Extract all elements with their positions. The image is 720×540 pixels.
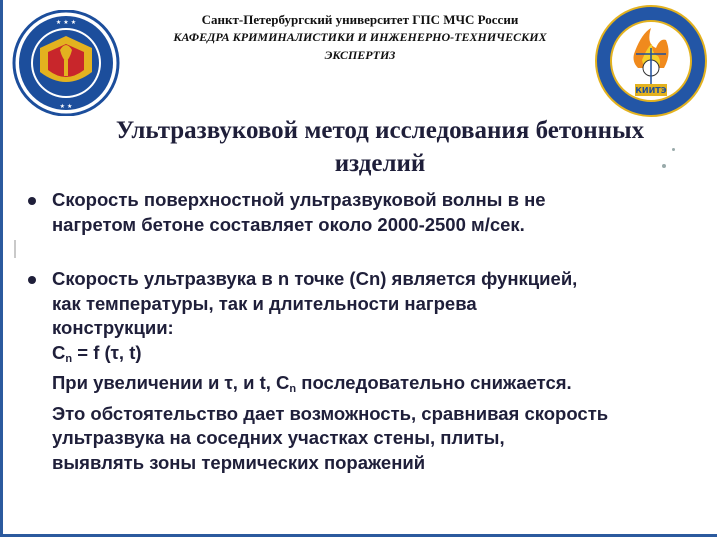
text-subscript: n	[289, 383, 297, 395]
formula	[52, 341, 688, 372]
department-name: КАФЕДРА КРИМИНАЛИСТИКИ И ИНЖЕНЕРНО-ТЕХНИЧЕСКИХ	[173, 30, 547, 44]
bullet-text-line	[52, 371, 688, 402]
department-name-continued: ЭКСПЕРТИЗ	[324, 48, 396, 62]
university-name: Санкт-Петербургский университет ГПС МЧС России	[201, 12, 519, 27]
slide-title-line2: изделий	[334, 150, 426, 177]
university-emblem-icon	[10, 10, 122, 116]
decorative-mark	[14, 240, 16, 258]
bullet-text-line: Скорость поверхностной ультразвуковой волны в не	[52, 189, 546, 210]
formula-rest: = f (τ, t)	[72, 341, 142, 363]
formula-symbol: C	[52, 341, 66, 363]
header	[128, 12, 592, 64]
text-part: При увеличении и τ, и t, C	[52, 372, 290, 393]
slide-title-line1: Ультразвуковой метод исследования бетонных	[115, 117, 645, 144]
bullet-item	[28, 267, 688, 475]
bullet-list	[28, 188, 688, 475]
bullet-item	[28, 188, 688, 237]
bullet-icon	[28, 197, 36, 205]
bullet-text-line: выявлять зоны термических поражений	[52, 451, 426, 473]
bullet-text-line: как температуры, так и длительности нагрева	[52, 292, 477, 314]
bullet-text-line: ультразвука на соседних участках стены, плиты,	[52, 427, 505, 448]
formula-subscript: n	[65, 352, 73, 365]
bullet-icon	[28, 276, 36, 284]
bullet-text-line: Это обстоятельство дает возможность, сравнивая скорость	[52, 402, 609, 424]
text-part: последовательно снижается.	[296, 372, 572, 393]
slide-title	[60, 114, 700, 180]
decorative-dot	[672, 148, 675, 151]
decorative-dot	[662, 164, 666, 168]
svg-text:★ ★ ★: ★ ★ ★	[55, 19, 77, 26]
department-emblem-text: КИИТЭ	[635, 86, 667, 95]
bullet-text-line: Скорость ультразвука в n точке (Cn) является функцией,	[52, 268, 578, 289]
bullet-text-line: конструкции:	[52, 317, 174, 338]
svg-text:★ ★: ★ ★	[59, 103, 73, 110]
department-emblem-icon	[594, 4, 708, 118]
bullet-text-line: нагретом бетоне составляет около 2000-2500 м/сек.	[52, 213, 525, 235]
